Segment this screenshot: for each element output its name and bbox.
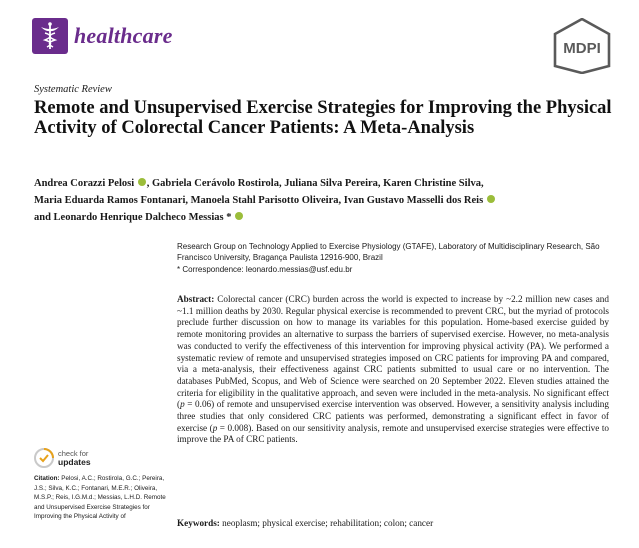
check-updates-line1: check for [58, 448, 89, 458]
keywords-text: neoplasm; physical exercise; rehabilitation; colon; cancer [219, 518, 434, 528]
check-for-updates[interactable] [34, 448, 91, 468]
citation [34, 474, 166, 522]
journal-name: healthcare [74, 23, 173, 48]
author-list [34, 175, 624, 226]
check-updates-icon [34, 448, 54, 468]
abstract-label: Abstract: [177, 294, 215, 304]
p-value-symbol: p [212, 422, 218, 433]
affiliation: Research Group on Technology Applied to Exercise Physiology (GTAFE), Laboratory of Multidisciplinary Research, São Francisco University, Bragança Paulista 12916-900, Brazil [177, 242, 600, 262]
author-names: , Gabriela Cerávolo Rostirola, Juliana Silva Pereira, Karen Christine Silva, [146, 178, 484, 189]
citation-text: Pelosi, A.C.; Rostirola, G.C.; Pereira, J.S.; Silva, K.C.; Fontanari, M.E.R.; Oliveira, M.S.P.; Reis, I.G.M.d.; Messias, L.H.D. Remote and Unsupervised Exercise Strategies for Improving the Physical Activity of [34, 475, 166, 521]
page-header [32, 18, 612, 70]
author-names: and Leonardo Henrique Dalcheco Messias [34, 212, 224, 223]
article-type: Systematic Review [34, 84, 112, 95]
mdpi-logo-text: MDPI [563, 40, 601, 57]
author-name[interactable]: Andrea Corazzi Pelosi [34, 178, 135, 189]
check-updates-line2: updates [58, 456, 91, 467]
orcid-icon[interactable] [138, 178, 146, 186]
page-title: Remote and Unsupervised Exercise Strategies for Improving the Physical Activity of Colorectal Cancer Patients: A Meta-Analysis [34, 98, 612, 138]
author-names: Maria Eduarda Ramos Fontanari, Manoela Stahl Parisotto Oliveira, Ivan Gustavo Masselli dos Reis [34, 195, 484, 206]
journal-logo[interactable] [32, 18, 173, 54]
correspondence: * Correspondence: leonardo.messias@usf.edu.br [177, 265, 353, 274]
orcid-icon[interactable] [235, 212, 243, 220]
caduceus-icon [32, 18, 68, 54]
keywords-label: Keywords: [177, 518, 220, 528]
abstract-text: = 0.06) of remote and unsupervised exercise intervention was observed. However, a sensitivity analysis including three studies that only considered CRC patients was performed, demonstrating a significant effect in favor of exercise ( [177, 399, 609, 433]
keywords [177, 518, 609, 528]
abstract-text: = 0.008). Based on our sensitivity analysis, remote and unsupervised exercise strategies were effective to improve the PA of CRC patients. [177, 422, 609, 445]
abstract [177, 294, 609, 446]
orcid-icon[interactable] [487, 195, 495, 203]
corresponding-mark: * [223, 212, 232, 223]
citation-label: Citation: [34, 475, 60, 482]
abstract-text: Colorectal cancer (CRC) burden across the world is expected to increase by ~2.2 million new cases and ~1.1 million deaths by 2030. Regular physical exercise is recommended to prevent CRC, but the myriad of protocols preclude further discussion on how to manage its variables for this population. Home-based exercise guided by remote monitoring provides an alternative to surpass the barriers of supervised exercise. However, no meta-analysis was conducted to verify the effectiveness of this intervention for improving physical activity (PA). We performed a systematic review of remote and unsupervised strategies imposed on CRC patients for improving PA and compared, via a meta-analysis, their effectiveness against CRC patients submitted to usual care or no intervention. The databases PubMed, Scopus, and Web of Science were searched on 20 September 2022. Eleven studies attained the criteria for eligibility in the qualitative approach, and seven were included in the meta-analysis. No significant effect ( [177, 294, 609, 410]
p-value-symbol: p [180, 399, 185, 410]
mdpi-logo[interactable] [552, 18, 612, 74]
